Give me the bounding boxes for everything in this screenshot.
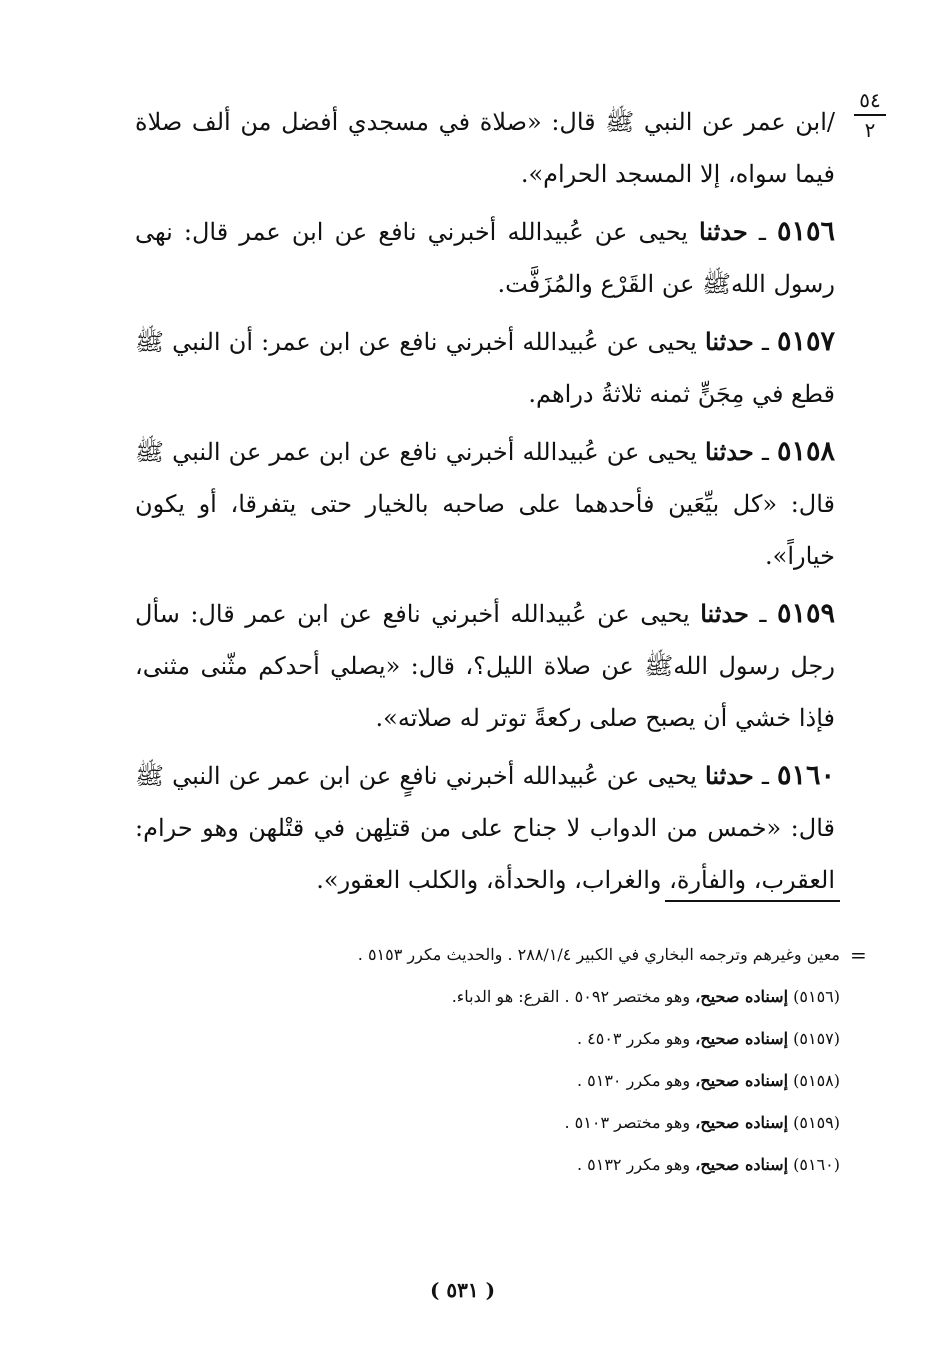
hadith-paragraph bbox=[135, 206, 835, 310]
footnote-text: وهو مكرر ٤٥٠٣ . bbox=[576, 1029, 691, 1048]
footnote-ref: (٥١٥٩) bbox=[793, 1113, 840, 1132]
hadith-text: يحيى عن عُبيدالله أخبرني نافع عن ابن عمر: أن النبي ﷺ قطع في مِجَنٍّ ثمنه ثلاثةُ دراهم. bbox=[135, 328, 835, 408]
footnote bbox=[160, 1018, 840, 1060]
footnote-text: وهو مكرر ٥١٣٢ . bbox=[576, 1155, 691, 1174]
footnote-text: وهو مختصر ٥٠٩٢ . القرع: هو الدباء. bbox=[451, 987, 691, 1006]
continuation-mark: = bbox=[850, 943, 867, 967]
hadith-number: ٥١٥٩ bbox=[776, 598, 835, 629]
hadith-opening-word: حدثنا bbox=[705, 437, 754, 466]
footnote bbox=[160, 1060, 840, 1102]
footnote bbox=[160, 976, 840, 1018]
hadith-paragraph bbox=[135, 96, 835, 200]
hadith-opening-word: حدثنا bbox=[705, 761, 754, 790]
footnote-separator bbox=[665, 900, 840, 902]
footnote-text: وهو مكرر ٥١٣٠ . bbox=[576, 1071, 691, 1090]
footnote-grade: إسناده صحيح، bbox=[695, 1155, 789, 1174]
footnote-ref: (٥١٦٠) bbox=[793, 1155, 840, 1174]
margin-ref-top: ٥٤ bbox=[859, 88, 881, 112]
footnote-text: وهو مختصر ٥١٠٣ . bbox=[564, 1113, 691, 1132]
hadith-number: ٥١٥٨ bbox=[776, 436, 835, 467]
footnote-grade: إسناده صحيح، bbox=[695, 1113, 789, 1132]
hadith-dash: ـ bbox=[759, 600, 767, 628]
footnote-ref: (٥١٥٨) bbox=[793, 1071, 840, 1090]
hadith-paragraph bbox=[135, 316, 835, 420]
hadith-text: /ابن عمر عن النبي ﷺ قال: «صلاة في مسجدي أفضل من ألف صلاة فيما سواه، إلا المسجد الحرام». bbox=[135, 108, 835, 188]
hadith-number: ٥١٥٦ bbox=[776, 216, 835, 247]
hadith-paragraph bbox=[135, 426, 835, 582]
hadith-text: يحيى عن عُبيدالله أخبرني نافع عن ابن عمر قال: سأل رجل رسول اللهﷺ عن صلاة الليل؟، قال: «يصلي أحدكم مثّنى مثنى، فإذا خشي أن يصبح صلى ركعةً توتر له صلاته». bbox=[135, 600, 835, 732]
hadith-number: ٥١٥٧ bbox=[777, 326, 836, 357]
hadith-text: يحيى عن عُبيدالله أخبرني نافع عن ابن عمر عن النبي ﷺ قال: «كل بيِّعَين فأحدهما على صاحبه بالخيار حتى يتفرقا، أو يكون خياراً». bbox=[135, 438, 835, 570]
hadith-dash: ـ bbox=[761, 762, 769, 790]
hadith-dash: ـ bbox=[761, 328, 769, 356]
hadith-opening-word: حدثنا bbox=[700, 599, 749, 628]
footnote-text: معين وغيرهم وترجمه البخاري في الكبير ٢٨٨/١/٤ . والحديث مكرر ٥١٥٣ . bbox=[357, 945, 840, 964]
hadith-dash: ـ bbox=[761, 438, 769, 466]
margin-ref-bottom: ٢ bbox=[864, 118, 876, 142]
hadith-paragraph bbox=[135, 588, 835, 744]
hadith-text: يحيى عن عُبيدالله أخبرني نافعٍ عن ابن عمر عن النبي ﷺ قال: «خمس من الدواب لا جناح على من قتلِهن في قتْلهن وهو حرام: العقرب، والفأرة، والغراب، والحدأة، والكلب العقور». bbox=[135, 762, 835, 894]
footnotes bbox=[160, 934, 840, 1186]
footnote bbox=[160, 934, 840, 976]
footnote-grade: إسناده صحيح، bbox=[695, 987, 789, 1006]
footnote-grade: إسناده صحيح، bbox=[695, 1071, 789, 1090]
hadith-text: يحيى عن عُبيدالله أخبرني نافع عن ابن عمر قال: نهى رسول اللهﷺ عن القَرْع والمُزَفَّت. bbox=[135, 218, 835, 298]
footnote bbox=[160, 1144, 840, 1186]
hadith-opening-word: حدثنا bbox=[699, 217, 748, 246]
footnote bbox=[160, 1102, 840, 1144]
margin-reference bbox=[848, 88, 892, 142]
main-text bbox=[135, 96, 835, 912]
page-number: ( ٥٣١ ) bbox=[429, 1278, 496, 1302]
margin-ref-fraction-bar bbox=[854, 114, 886, 116]
footnote-grade: إسناده صحيح، bbox=[695, 1029, 789, 1048]
hadith-dash: ـ bbox=[758, 218, 766, 246]
hadith-opening-word: حدثنا bbox=[705, 327, 754, 356]
footnote-ref: (٥١٥٦) bbox=[793, 987, 840, 1006]
hadith-paragraph bbox=[135, 750, 835, 906]
footnote-ref: (٥١٥٧) bbox=[793, 1029, 840, 1048]
hadith-number: ٥١٦٠ bbox=[776, 760, 835, 791]
